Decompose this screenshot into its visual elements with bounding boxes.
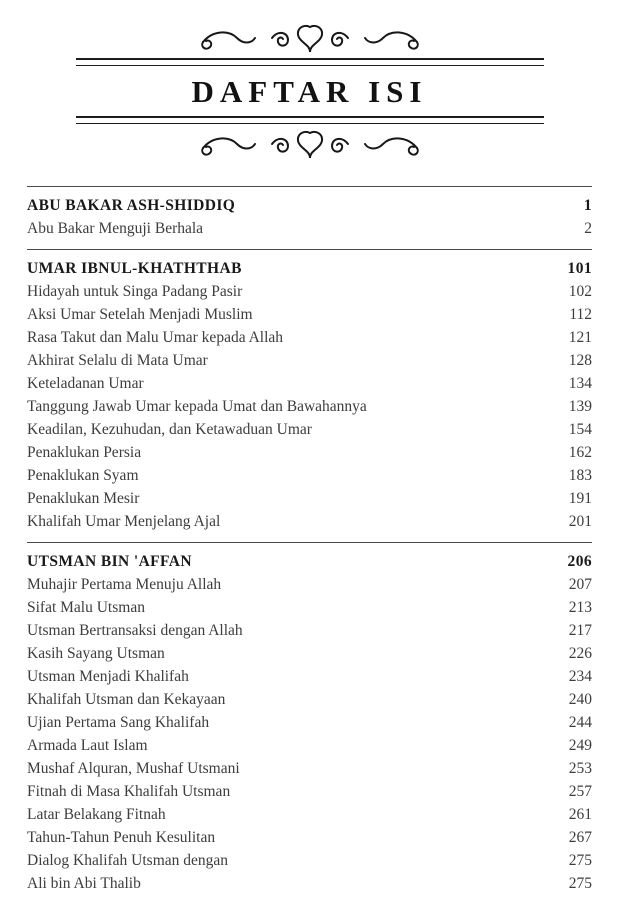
toc xyxy=(27,186,592,895)
toc-entry xyxy=(27,349,592,372)
entry-title: Tanggung Jawab Umar kepada Umat dan Bawahannya xyxy=(27,398,367,415)
entry-page-number: 217 xyxy=(568,622,592,639)
entry-page-number: 154 xyxy=(568,421,592,438)
section-page-number: 206 xyxy=(567,553,592,570)
entry-page-number: 253 xyxy=(568,760,592,777)
entry-title: Kasih Sayang Utsman xyxy=(27,645,165,662)
entry-title: Ujian Pertama Sang Khalifah xyxy=(27,714,210,731)
entry-title: Aksi Umar Setelah Menjadi Muslim xyxy=(27,306,253,323)
entry-page-number: 240 xyxy=(568,691,592,708)
entry-title: Penaklukan Persia xyxy=(27,444,142,461)
toc-header xyxy=(27,20,592,162)
toc-entry xyxy=(27,619,592,642)
entry-page-number: 191 xyxy=(568,490,592,507)
entry-title: Keteladanan Umar xyxy=(27,375,144,392)
section-divider xyxy=(27,186,592,187)
entry-page-number: 201 xyxy=(568,513,592,530)
section-divider xyxy=(27,542,592,543)
entry-title: Akhirat Selalu di Mata Umar xyxy=(27,352,208,369)
section-page-number: 101 xyxy=(567,260,592,277)
entry-page-number: 2 xyxy=(584,220,592,237)
entry-title: Rasa Takut dan Malu Umar kepada Allah xyxy=(27,329,284,346)
entry-title: Sifat Malu Utsman xyxy=(27,599,145,616)
entry-page-number: 213 xyxy=(568,599,592,616)
toc-entry xyxy=(27,510,592,533)
toc-entry xyxy=(27,573,592,596)
toc-entry xyxy=(27,803,592,826)
flourish-ornament-bottom xyxy=(27,126,592,162)
entry-title: Keadilan, Kezuhudan, dan Ketawaduan Umar xyxy=(27,421,312,438)
toc-entry xyxy=(27,642,592,665)
entry-page-number: 139 xyxy=(568,398,592,415)
entry-page-number: 112 xyxy=(569,306,592,323)
entry-title: Latar Belakang Fitnah xyxy=(27,806,166,823)
toc-entry xyxy=(27,665,592,688)
toc-entry xyxy=(27,487,592,510)
page-title: DAFTAR ISI xyxy=(191,74,428,109)
toc-entry xyxy=(27,280,592,303)
toc-entry xyxy=(27,688,592,711)
double-rule-bottom xyxy=(76,116,544,124)
section-divider xyxy=(27,249,592,250)
toc-entry xyxy=(27,326,592,349)
entry-page-number: 267 xyxy=(568,829,592,846)
toc-entry xyxy=(27,734,592,757)
entry-page-number: 275 xyxy=(568,852,592,869)
entry-title: Armada Laut Islam xyxy=(27,737,148,754)
entry-title: Hidayah untuk Singa Padang Pasir xyxy=(27,283,243,300)
toc-entry xyxy=(27,464,592,487)
toc-entry xyxy=(27,372,592,395)
section-title: UTSMAN BIN 'AFFAN xyxy=(27,553,192,570)
entry-page-number: 275 xyxy=(568,875,592,892)
toc-entry xyxy=(27,711,592,734)
section-header xyxy=(27,550,592,573)
entry-page-number: 257 xyxy=(568,783,592,800)
entry-title: Tahun-Tahun Penuh Kesulitan xyxy=(27,829,216,846)
entry-title: Khalifah Utsman dan Kekayaan xyxy=(27,691,226,708)
section-header xyxy=(27,194,592,217)
double-rule-top xyxy=(76,58,544,66)
entry-page-number: 234 xyxy=(568,668,592,685)
entry-page-number: 226 xyxy=(568,645,592,662)
entry-title: Mushaf Alquran, Mushaf Utsmani xyxy=(27,760,240,777)
entry-page-number: 261 xyxy=(568,806,592,823)
toc-entry xyxy=(27,418,592,441)
toc-entry xyxy=(27,441,592,464)
entry-title: Utsman Menjadi Khalifah xyxy=(27,668,189,685)
entry-title: Utsman Bertransaksi dengan Allah xyxy=(27,622,243,639)
entry-title: Penaklukan Syam xyxy=(27,467,139,484)
entry-page-number: 128 xyxy=(568,352,592,369)
toc-entry xyxy=(27,872,592,895)
toc-entry xyxy=(27,217,592,240)
section-header xyxy=(27,257,592,280)
entry-title: Abu Bakar Menguji Berhala xyxy=(27,220,204,237)
toc-entry xyxy=(27,303,592,326)
toc-entry xyxy=(27,596,592,619)
entry-page-number: 134 xyxy=(568,375,592,392)
entry-title: Fitnah di Masa Khalifah Utsman xyxy=(27,783,231,800)
toc-entry xyxy=(27,780,592,803)
entry-title: Ali bin Abi Thalib xyxy=(27,875,141,892)
entry-page-number: 244 xyxy=(568,714,592,731)
entry-page-number: 162 xyxy=(568,444,592,461)
section-title: UMAR IBNUL-KHATHTHAB xyxy=(27,260,242,277)
section-page-number: 1 xyxy=(583,197,592,214)
entry-page-number: 183 xyxy=(568,467,592,484)
section-title: ABU BAKAR ASH-SHIDDIQ xyxy=(27,197,236,214)
entry-page-number: 249 xyxy=(568,737,592,754)
entry-page-number: 207 xyxy=(568,576,592,593)
toc-entry xyxy=(27,849,592,872)
toc-entry xyxy=(27,826,592,849)
entry-title: Khalifah Umar Menjelang Ajal xyxy=(27,513,221,530)
entry-title: Penaklukan Mesir xyxy=(27,490,140,507)
toc-entry xyxy=(27,395,592,418)
entry-title: Dialog Khalifah Utsman dengan xyxy=(27,852,229,869)
entry-page-number: 102 xyxy=(568,283,592,300)
flourish-ornament-top xyxy=(27,20,592,56)
entry-title: Muhajir Pertama Menuju Allah xyxy=(27,576,222,593)
entry-page-number: 121 xyxy=(568,329,592,346)
toc-entry xyxy=(27,757,592,780)
